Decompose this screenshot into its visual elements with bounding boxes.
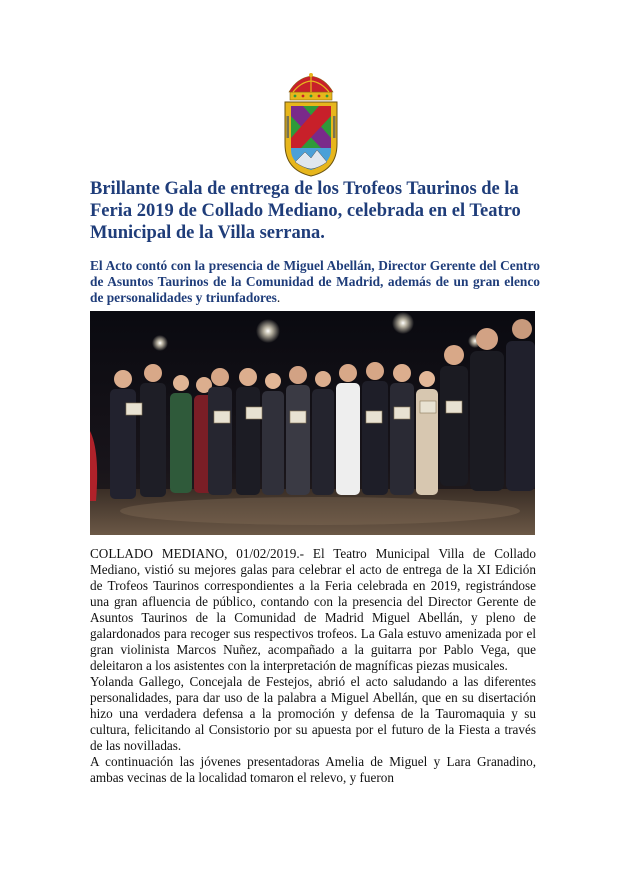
document-title: Brillante Gala de entrega de los Trofeos Taurinos de la Feria 2019 de Collado Mediano, celebrada en el Teatro Municipal de la Villa serrana. [90, 179, 521, 243]
document-body [90, 546, 536, 786]
body-paragraph: A continuación las jóvenes presentadoras Amelia de Miguel y Lara Granadino, ambas vecinas de la localidad tomaron el relevo, y fueron [90, 754, 536, 785]
subtitle-text: El Acto contó con la presencia de Miguel Abellán, Director Gerente del Centro de Asuntos Taurinos de la Comunidad de Madrid, además de un gran elenco de personalidades y triunfadores [90, 258, 540, 305]
body-paragraph: Yolanda Gallego, Concejala de Festejos, abrió el acto saludando a las diferentes personalidades, para dar uso de la palabra a Miguel Abellán, que en su disertación hizo una verdadera defensa a la promoción y defensa de la Tauromaquia y su cultura, felicitando al Consistorio por su apuesta por el futuro de la Fiesta a través de las novilladas. [90, 674, 536, 753]
gala-group-photo [90, 311, 535, 535]
coat-of-arms-icon [277, 72, 345, 178]
group-photo-icon [90, 311, 535, 535]
body-paragraph: COLLADO MEDIANO, 01/02/2019.- El Teatro Municipal Villa de Collado Mediano, vistió su mejores galas para celebrar el acto de entrega de la XI Edición de Trofeos Taurinos correspondientes a la Feria celebrada en 2019, registrándose una gran afluencia de público, contando con la presencia del Director Gerente de Asuntos Taurinos de la Comunidad de Madrid Miguel Abellán, y pleno de galardonados para recoger sus respectivos trofeos. La Gala estuvo amenizada por el gran violinista Marcos Nuñez, acompañado a la guitarra por Pablo Vega, que deleitaron a los asistentes con la interpretación de magníficas piezas musicales. [90, 546, 536, 673]
subtitle-period: . [276, 290, 281, 305]
document-subtitle [90, 258, 540, 306]
